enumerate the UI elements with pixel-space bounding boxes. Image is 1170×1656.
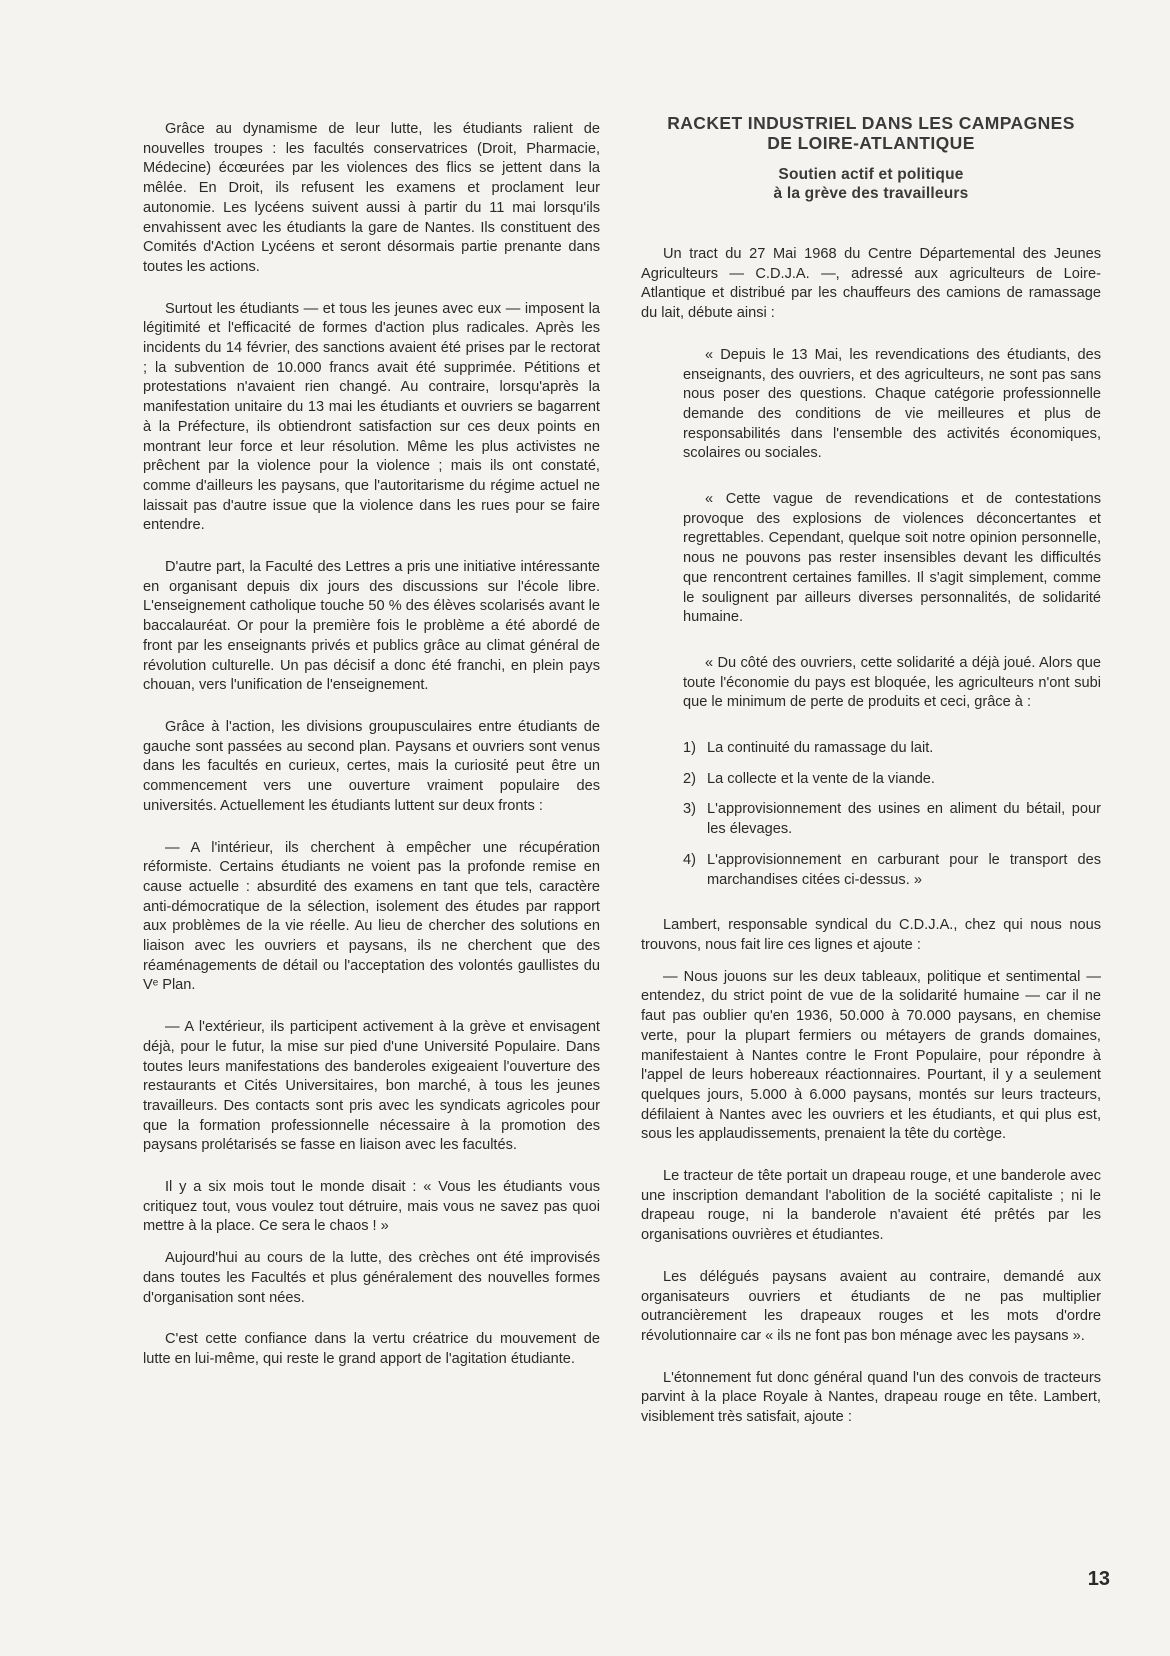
list-text: La collecte et la vente de la viande.: [707, 770, 935, 787]
right-column: [641, 113, 1101, 1450]
quote-paragraph: « Du côté des ouvriers, cette solidarité a déjà joué. Alors que toute l'économie du pays est bloquée, les agriculteurs n'ont subi que le minimum de perte de produits et ceci, grâce à :: [683, 654, 1101, 711]
list-number: 2): [683, 770, 696, 787]
list-text: La continuité du ramassage du lait.: [707, 740, 934, 757]
paragraph: — A l'extérieur, ils participent activement à la grève et envisagent déjà, pour le futur, la mise sur pied d'une Université Populaire. Dans toutes leurs manifestations des banderoles exigeaient l'ouverture des restaurants et Cités Universitaires, bon marché, à tous les jeunes travailleurs. Des contacts sont pris avec les syndicats agricoles pour que la formation professionnelle nécessaire à la promotion des paysans prolétarisés se fasse en liaison avec les facultés.: [143, 1019, 600, 1154]
list-item: [683, 851, 1101, 890]
headline-line: DE LOIRE-ATLANTIQUE: [767, 133, 975, 153]
paragraph: — Nous jouons sur les deux tableaux, politique et sentimental — entendez, du strict point de vue de la solidarité humaine — car il ne faut pas oublier qu'en 1936, 50.000 à 70.000 paysans, en chemise verte, pour la plupart fermiers ou métayers de grands domaines, manifestaient à Nantes contre le Front Populaire, pour répondre à l'appel de leurs hobereaux réactionnaires. Pourtant, il y a seulement quelques jours, 5.000 à 6.000 paysans, montés sur leurs tracteurs, défilaient à Nantes avec les ouvriers et les étudiants, et qui plus est, sous les applaudissements, prenaient la tête du cortège.: [641, 968, 1101, 1143]
page-number: 13: [1087, 1568, 1110, 1590]
paragraph: D'autre part, la Faculté des Lettres a pris une initiative intéressante en organisant depuis dix jours des discussions sur l'école libre. L'enseignement catholique touche 50 % des élèves scolarisés avant le baccalauréat. Or pour la première fois le problème a été abordé de front par les enseignants privés et publics grâce au climat général de révolution culturelle. Un pas décisif a donc été franchi, en plein pays chouan, vers l'unification de l'enseignement.: [143, 559, 600, 694]
paragraph: Lambert, responsable syndical du C.D.J.A., chez qui nous nous trouvons, nous fait lire ces lignes et ajoute :: [641, 917, 1101, 953]
left-column: [143, 120, 600, 1392]
headline-line: RACKET INDUSTRIEL DANS LES CAMPAGNES: [667, 113, 1075, 133]
article-headline: [641, 113, 1101, 153]
list-text: L'approvisionnement des usines en aliment du bétail, pour les élevages.: [707, 801, 1101, 838]
paragraph: Grâce à l'action, les divisions groupusculaires entre étudiants de gauche sont passées au second plan. Paysans et ouvriers sont venus dans les facultés en curieux, certes, mais la curiosité peut être un commencement vers une ouverture vraiment populaire des universités. Actuellement les étudiants luttent sur deux fronts :: [143, 718, 600, 814]
article-subheadline: [641, 165, 1101, 203]
list-item: [683, 770, 1101, 790]
quote-paragraph: « Depuis le 13 Mai, les revendications des étudiants, des enseignants, des ouvriers, et des agriculteurs, ne sont pas sans nous poser des questions. Chaque catégorie professionnelle demande des conditions de vie meilleures et plus de responsabilités dans l'ensemble des activités économiques, scolaires ou sociales.: [683, 346, 1101, 462]
quote-paragraph: « Cette vague de revendications et de contestations provoque des explosions de violences déconcertantes et regrettables. Cependant, quelque soit notre opinion personnelle, nous ne pouvons pas rester insensibles devant les difficultés que rencontrent certaines familles. Il s'agit simplement, comme le soulignent par ailleurs diverses personnalités, de solidarité humaine.: [683, 491, 1101, 626]
paragraph: Grâce au dynamisme de leur lutte, les étudiants ralient de nouvelles troupes : les facultés conservatrices (Droit, Pharmacie, Médecine) écœurées par les violences des flics se jettent dans la mêlée. En Droit, ils refusent les examens et proclament leur autonomie. Les lycéens suivent aussi à partir du 11 mai lorsqu'ils envahissent avec les étudiants la gare de Nantes. Ils constituent des Comités d'Action Lycéens et seront désormais partie prenante dans toutes les actions.: [143, 121, 600, 275]
paragraph: L'étonnement fut donc général quand l'un des convois de tracteurs parvint à la place Royale à Nantes, drapeau rouge en tête. Lambert, visiblement très satisfait, ajoute :: [641, 1369, 1101, 1426]
list-item: [683, 800, 1101, 839]
list-number: 3): [683, 801, 696, 818]
list-text: L'approvisionnement en carburant pour le transport des marchandises citées ci-dessus. »: [707, 851, 1101, 888]
numbered-list: [641, 739, 1101, 890]
intro-paragraph: Un tract du 27 Mai 1968 du Centre Départemental des Jeunes Agriculteurs — C.D.J.A. —, adressé aux agriculteurs de Loire-Atlantique et distribué par les chauffeurs des camions de ramassage du lait, débute ainsi :: [641, 246, 1101, 322]
list-item: [683, 739, 1101, 759]
list-number: 1): [683, 740, 696, 757]
paragraph: — A l'intérieur, ils cherchent à empêcher une récupération réformiste. Certains étudiants ne voient pas la profonde remise en cause actuelle : absurdité des examens en tant que tels, caractère anti-démocratique de la sélection, isolement des études par rapport aux problèmes de la vie réelle. Au lieu de chercher des solutions en liaison avec les ouvriers et paysans, ils ne cherchent que des réaménagements de détail ou l'acceptation des volontés gaullistes du Vᵉ Plan.: [143, 839, 600, 994]
subheadline-line: Soutien actif et politique: [778, 166, 964, 183]
quoted-tract: [641, 346, 1101, 713]
list-number: 4): [683, 851, 696, 868]
paragraph: Le tracteur de tête portait un drapeau rouge, et une banderole avec une inscription demandant l'abolition de la société capitaliste ; ni le drapeau rouge, ni la banderole n'avaient été prêtés par les organisations ouvrières et étudiantes.: [641, 1168, 1101, 1244]
subheadline-line: à la grève des travailleurs: [773, 185, 969, 202]
paragraph: C'est cette confiance dans la vertu créatrice du mouvement de lutte en lui-même, qui reste le grand apport de l'agitation étudiante.: [143, 1331, 600, 1367]
paragraph: Surtout les étudiants — et tous les jeunes avec eux — imposent la légitimité et l'efficacité de formes d'action plus radicales. Après les incidents du 14 février, des sanctions avaient été prises par le rectorat ; la subvention de 10.000 francs avait été supprimée. Pétitions et protestations n'avaient rien changé. Au contraire, lorsqu'après la manifestation unitaire du 13 mai les étudiants et ouvriers se bagarrent à la Préfecture, ils obtiendront satisfaction sur ces deux points en montrant leur force et leur résolution. Même les plus activistes ne prêchent par la violence pour la violence ; mais ils ont constaté, comme d'ailleurs les paysans, que l'autoritarisme du régime actuel ne laissait pas d'autre issue que la violence dans les rues pour se faire entendre.: [143, 300, 600, 534]
paragraph: Il y a six mois tout le monde disait : « Vous les étudiants vous critiquez tout, vous voulez tout détruire, mais vous ne savez pas quoi mettre à la place. Ce sera le chaos ! »: [143, 1179, 600, 1235]
paragraph: Les délégués paysans avaient au contraire, demandé aux organisateurs ouvriers et étudiants de ne pas multiplier outrancièrement les drapeaux rouges et les mots d'ordre révolutionnaire car « ils ne font pas bon ménage avec les paysans ».: [641, 1268, 1101, 1344]
paragraph: Aujourd'hui au cours de la lutte, des crèches ont été improvisés dans toutes les Facultés et plus généralement des nouvelles formes d'organisation sont nées.: [143, 1250, 600, 1306]
